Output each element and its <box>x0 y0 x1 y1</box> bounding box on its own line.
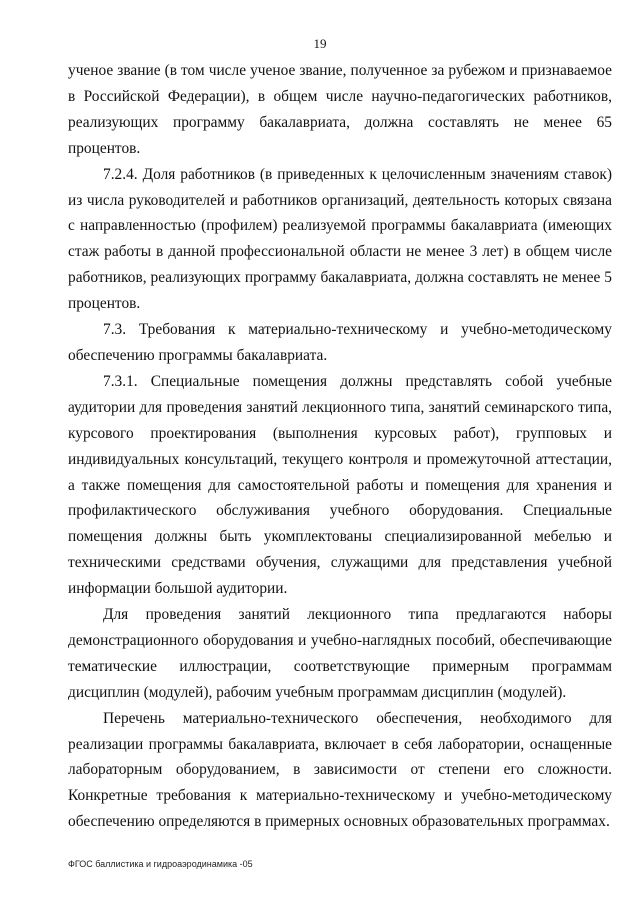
page-number: 19 <box>313 36 327 51</box>
paragraph-lecture-equipment: Для проведения занятий лекционного типа предлагаются наборы демонстрационного оборудования и учебно-наглядных пособий, обеспечивающие тематические иллюстрации, соответствующие примерным программам дисциплин (модулей), рабочим учебным программам дисциплин (модулей). <box>68 606 612 701</box>
paragraph-equipment-list: Перечень материально-технического обеспечения, необходимого для реализации программы бакалавриата, включает в себя лаборатории, оснащенные лабораторным оборудованием, в зависимости от степени его сложности. Конкретные требования к материально-техническому и учебно-методическому обеспечению определяются в примерных основных образовательных программах. <box>68 709 612 831</box>
paragraph-7-2-4: 7.2.4. Доля работников (в приведенных к целочисленным значениям ставок) из числа руководителей и работников организаций, деятельность которых связана с направленностью (профилем) реализуемой программы бакалавриата (имеющих стаж работы в данной профессиональной области не менее 3 лет) в общем числе работников, реализующих программу бакалавриата, должна составлять не менее 5 процентов. <box>68 165 612 313</box>
paragraph-continuation: ученое звание (в том числе ученое звание, полученное за рубежом и признаваемое в Российской Федерации), в общем числе научно-педагогических работников, реализующих программу бакалавриата, должна составлять не менее 65 процентов. <box>68 62 612 157</box>
document-body <box>68 58 612 835</box>
paragraph-7-3-1: 7.3.1. Специальные помещения должны представлять собой учебные аудитории для проведения занятий лекционного типа, занятий семинарского типа, курсового проектирования (выполнения курсовых работ), групповых и индивидуальных консультаций, текущего контроля и промежуточной аттестации, а также помещения для самостоятельной работы и помещения для хранения и профилактического обслуживания учебного оборудования. Специальные помещения должны быть укомплектованы специализированной мебелью и техническими средствами обучения, служащими для представления учебной информации большой аудитории. <box>68 372 612 598</box>
footer-document-id: ФГОС баллистика и гидроаэродинамика -05 <box>68 859 253 869</box>
paragraph-7-3: 7.3. Требования к материально-техническому и учебно-методическому обеспечению программы бакалавриата. <box>68 321 612 364</box>
